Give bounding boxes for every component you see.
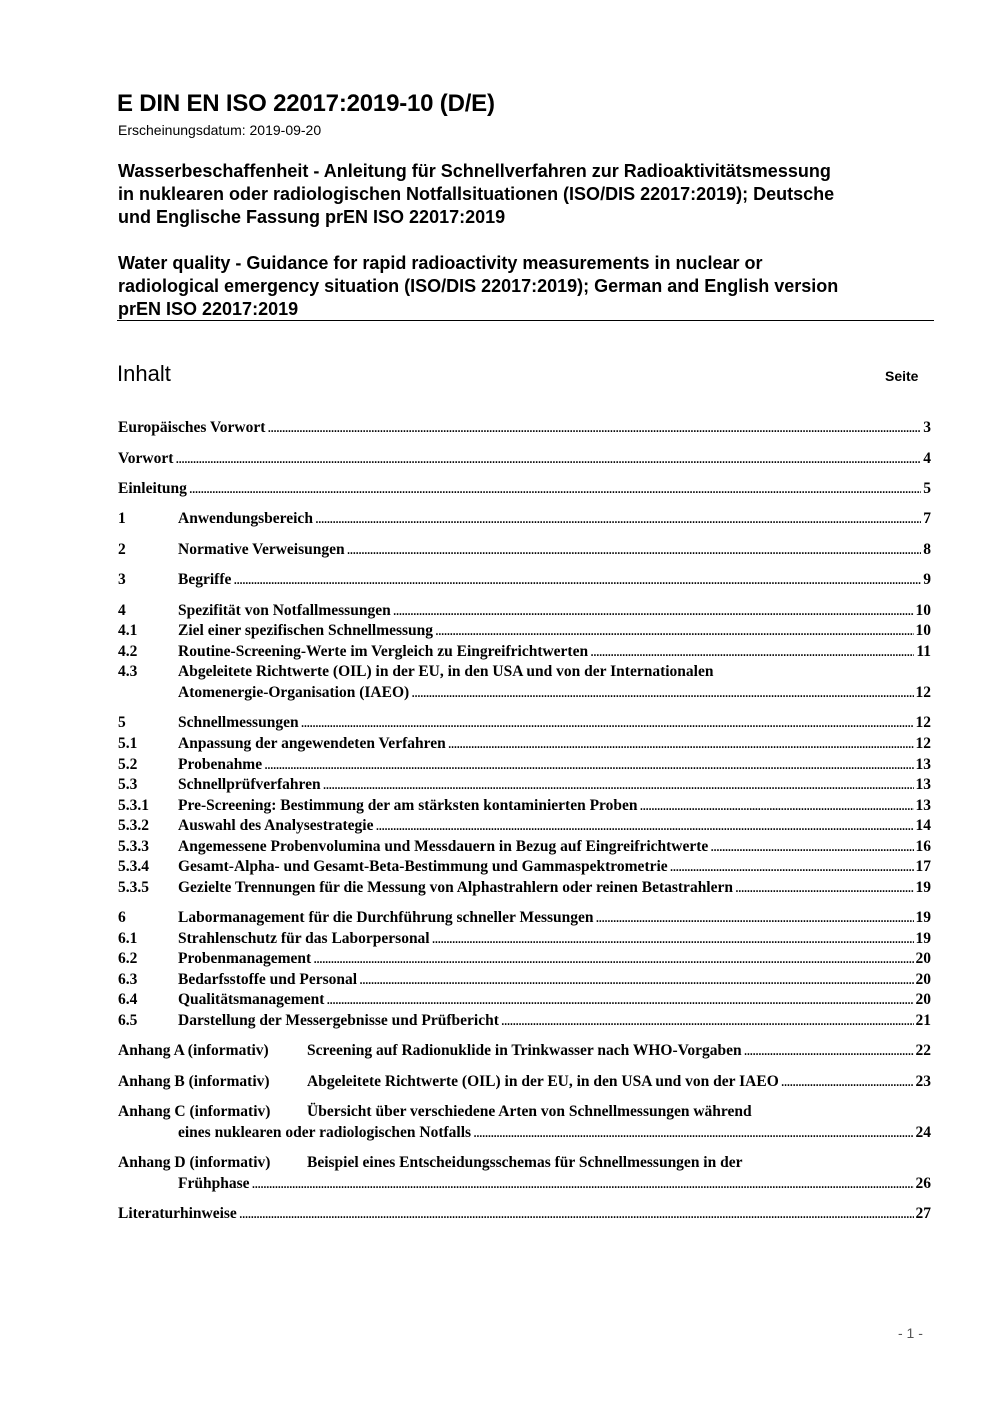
toc-entry-literaturhinweise[interactable]	[118, 1203, 931, 1224]
dot-leader	[264, 754, 913, 775]
dot-leader	[315, 508, 921, 529]
dot-leader	[744, 1040, 914, 1061]
toc-entry-title: eines nuklearen oder radiologischen Notfalls	[178, 1124, 472, 1141]
toc-entry-page: 10	[915, 622, 931, 639]
toc-entry-page: 20	[915, 991, 931, 1008]
toc-entry-number: 5.3.2	[118, 817, 149, 834]
toc-entry-section-4-3-continued[interactable]	[118, 682, 931, 703]
dot-leader	[252, 1173, 914, 1194]
toc-entry-page: 13	[915, 776, 931, 793]
toc-entry-page: 12	[915, 714, 931, 731]
toc-entry-title: Frühphase	[178, 1175, 250, 1192]
toc-entry-number: 6	[118, 909, 126, 926]
toc-entry-page: 12	[915, 684, 931, 701]
toc-entry-page: 20	[915, 971, 931, 988]
dot-leader	[267, 417, 921, 438]
toc-entry-title: Atomenergie-Organisation (IAEO)	[178, 684, 410, 701]
toc-entry-number: 6.2	[118, 950, 138, 967]
toc-entry-section-5-3-2[interactable]	[118, 815, 931, 836]
dot-leader	[359, 969, 913, 990]
toc-entry-title: Begriffe	[178, 571, 232, 588]
toc-entry-section-5-3-1[interactable]	[118, 795, 931, 816]
toc-entry-title: Schnellmessungen	[178, 714, 299, 731]
toc-entry-number: 6.3	[118, 971, 138, 988]
dot-leader	[239, 1203, 914, 1224]
toc-entry-title: Labormanagement für die Durchführung schneller Messungen	[178, 909, 594, 926]
dot-leader	[301, 712, 914, 733]
toc-entry-section-1[interactable]	[118, 508, 931, 529]
toc-entry-title: Einleitung	[118, 480, 187, 497]
toc-entry-page: 19	[915, 909, 931, 926]
toc-entry-number: 6.4	[118, 991, 138, 1008]
toc-entry-section-5-2[interactable]	[118, 754, 931, 775]
title-english	[118, 252, 938, 321]
toc-entry-vorwort[interactable]	[118, 448, 931, 469]
toc-entry-title: Schnellprüfverfahren	[178, 776, 321, 793]
toc-entry-page: 3	[923, 419, 931, 436]
toc-entry-section-6-4[interactable]	[118, 989, 931, 1010]
toc-entry-title: Vorwort	[118, 450, 174, 467]
toc-entry-annex-d[interactable]	[118, 1152, 931, 1173]
toc-entry-title: Anpassung der angewendeten Verfahren	[178, 735, 446, 752]
toc-entry-page: 17	[915, 858, 931, 875]
toc-entry-page: 24	[915, 1124, 931, 1141]
dot-leader	[781, 1071, 914, 1092]
dot-leader	[710, 836, 913, 857]
dot-leader	[501, 1010, 914, 1031]
dot-leader	[432, 928, 914, 949]
toc-entry-title-first-line: Übersicht über verschiedene Arten von Schnellmessungen während	[307, 1103, 752, 1120]
toc-entry-page: 10	[915, 602, 931, 619]
toc-entry-page: 4	[923, 450, 931, 467]
toc-entry-number: 4.1	[118, 622, 138, 639]
toc-entry-annex-b[interactable]	[118, 1071, 931, 1092]
toc-entry-page: 14	[915, 817, 931, 834]
toc-entry-number: 2	[118, 541, 126, 558]
toc-entry-page: 5	[923, 480, 931, 497]
toc-entry-section-5-3-3[interactable]	[118, 836, 931, 857]
toc-annex-label: Anhang A (informativ)	[118, 1042, 269, 1059]
toc-entry-number: 1	[118, 510, 126, 527]
toc-entry-section-5-3-4[interactable]	[118, 856, 931, 877]
toc-entry-title: Normative Verweisungen	[178, 541, 345, 558]
toc-entry-section-5[interactable]	[118, 712, 931, 733]
toc-entry-title: Literaturhinweise	[118, 1205, 237, 1222]
toc-entry-annex-c-continued[interactable]	[118, 1122, 931, 1143]
toc-entry-europaeisches-vorwort[interactable]	[118, 417, 931, 438]
title-english-line: prEN ISO 22017:2019	[118, 299, 299, 319]
toc-entry-page: 12	[915, 735, 931, 752]
toc-entry-number: 5.3.1	[118, 797, 149, 814]
dot-leader	[735, 877, 914, 898]
toc-entry-title: Probenahme	[178, 756, 263, 773]
title-german	[118, 160, 938, 229]
toc-entry-einleitung[interactable]	[118, 478, 931, 499]
toc-entry-page: 13	[915, 797, 931, 814]
toc-entry-number: 5.1	[118, 735, 138, 752]
toc-entry-page: 19	[915, 930, 931, 947]
toc-entry-page: 26	[915, 1175, 931, 1192]
toc-entry-page: 20	[915, 950, 931, 967]
toc-entry-page: 16	[915, 838, 931, 855]
dot-leader	[473, 1122, 913, 1143]
toc-entry-section-5-1[interactable]	[118, 733, 931, 754]
dot-leader	[670, 856, 914, 877]
toc-entry-section-4[interactable]	[118, 600, 931, 621]
toc-entry-page: 11	[916, 643, 931, 660]
document-id: E DIN EN ISO 22017:2019-10 (D/E)	[117, 90, 495, 117]
dot-leader	[347, 539, 922, 560]
toc-entry-number: 6.1	[118, 930, 138, 947]
toc-entry-annex-d-continued[interactable]	[118, 1173, 931, 1194]
title-german-line: in nuklearen oder radiologischen Notfallsituationen (ISO/DIS 22017:2019); Deutsche	[118, 184, 835, 204]
toc-entry-page: 7	[923, 510, 931, 527]
toc-entry-title: Abgeleitete Richtwerte (OIL) in der EU, in den USA und von der IAEO	[307, 1073, 779, 1090]
dot-leader	[435, 620, 913, 641]
toc-entry-title: Europäisches Vorwort	[118, 419, 266, 436]
dot-leader	[590, 641, 914, 662]
toc-entry-number: 5.3.5	[118, 879, 149, 896]
toc-entry-section-6-2[interactable]	[118, 948, 931, 969]
toc-entry-title: Anwendungsbereich	[178, 510, 313, 527]
title-divider	[117, 320, 934, 321]
toc-entry-number: 5.3.3	[118, 838, 149, 855]
toc-entry-number: 4.3	[118, 663, 138, 680]
dot-leader	[233, 569, 921, 590]
toc-entry-title-first-line: Abgeleitete Richtwerte (OIL) in der EU, in den USA und von der Internationalen	[178, 663, 714, 680]
toc-annex-label: Anhang D (informativ)	[118, 1154, 271, 1171]
dot-leader	[189, 478, 921, 499]
toc-entry-section-5-3[interactable]	[118, 774, 931, 795]
toc-entry-section-6-3[interactable]	[118, 969, 931, 990]
toc-entry-section-4-3[interactable]	[118, 661, 931, 682]
dot-leader	[596, 907, 914, 928]
toc-entry-number: 5.2	[118, 756, 138, 773]
toc-entry-page: 23	[915, 1073, 931, 1090]
toc-entry-page: 22	[915, 1042, 931, 1059]
toc-annex-label: Anhang B (informativ)	[118, 1073, 270, 1090]
toc-entry-title: Ziel einer spezifischen Schnellmessung	[178, 622, 434, 639]
toc-entry-number: 4.2	[118, 643, 138, 660]
toc-entry-title: Auswahl des Analysestrategie	[178, 817, 374, 834]
dot-leader	[640, 795, 914, 816]
page-number: - 1 -	[898, 1325, 923, 1341]
toc-entry-section-4-1[interactable]	[118, 620, 931, 641]
toc-entry-annex-c[interactable]	[118, 1101, 931, 1122]
toc-entry-title: Qualitätsmanagement	[178, 991, 325, 1008]
dot-leader	[323, 774, 914, 795]
toc-entry-number: 4	[118, 602, 126, 619]
toc-entry-section-6-1[interactable]	[118, 928, 931, 949]
toc-heading: Inhalt	[117, 361, 171, 386]
toc-entry-page: 9	[923, 571, 931, 588]
toc-entry-page: 8	[923, 541, 931, 558]
toc-entry-page: 19	[915, 879, 931, 896]
title-german-line: Wasserbeschaffenheit - Anleitung für Schnellverfahren zur Radioaktivitätsmessung	[118, 161, 831, 181]
dot-leader	[375, 815, 913, 836]
toc-entry-title: Gezielte Trennungen für die Messung von Alphastrahlern oder reinen Betastrahlern	[178, 879, 733, 896]
toc-entry-number: 3	[118, 571, 126, 588]
toc-entry-title: Screening auf Radionuklide in Trinkwasser nach WHO-Vorgaben	[307, 1042, 742, 1059]
toc-entry-number: 5.3	[118, 776, 138, 793]
dot-leader	[326, 989, 913, 1010]
dot-leader	[175, 448, 921, 469]
title-english-line: Water quality - Guidance for rapid radioactivity measurements in nuclear or	[118, 253, 763, 273]
toc-entry-title: Gesamt-Alpha- und Gesamt-Beta-Bestimmung und Gammaspektrometrie	[178, 858, 668, 875]
toc-entry-section-3[interactable]	[118, 569, 931, 590]
toc-entry-number: 5.3.4	[118, 858, 149, 875]
title-english-line: radiological emergency situation (ISO/DIS 22017:2019); German and English version	[118, 276, 839, 296]
toc-entry-annex-a[interactable]	[118, 1040, 931, 1061]
toc-entry-title: Strahlenschutz für das Laborpersonal	[178, 930, 430, 947]
title-german-line: und Englische Fassung prEN ISO 22017:2019	[118, 207, 506, 227]
toc-entry-number: 6.5	[118, 1012, 138, 1029]
toc-entry-title: Spezifität von Notfallmessungen	[178, 602, 391, 619]
toc-entry-title: Darstellung der Messergebnisse und Prüfbericht	[178, 1012, 499, 1029]
toc-entry-title-first-line: Beispiel eines Entscheidungsschemas für Schnellmessungen in der	[307, 1154, 743, 1171]
dot-leader	[411, 682, 913, 703]
toc-entry-title: Routine-Screening-Werte im Vergleich zu Eingreifrichtwerten	[178, 643, 589, 660]
toc-entry-number: 5	[118, 714, 126, 731]
toc-entry-section-2[interactable]	[118, 539, 931, 560]
toc-entry-page: 21	[915, 1012, 931, 1029]
toc-entry-section-6-5[interactable]	[118, 1010, 931, 1031]
dot-leader	[393, 600, 914, 621]
toc-entry-title: Probenmanagement	[178, 950, 312, 967]
toc-entry-title: Pre-Screening: Bestimmung der am stärksten kontaminierten Proben	[178, 797, 638, 814]
dot-leader	[448, 733, 914, 754]
toc-entry-section-6[interactable]	[118, 907, 931, 928]
toc-entry-section-4-2[interactable]	[118, 641, 931, 662]
dot-leader	[313, 948, 913, 969]
toc-entry-section-5-3-5[interactable]	[118, 877, 931, 898]
toc-entry-title: Angemessene Probenvolumina und Messdauern in Bezug auf Eingreifrichtwerte	[178, 838, 709, 855]
publication-date: Erscheinungsdatum: 2019-09-20	[118, 122, 322, 138]
toc-entry-title: Bedarfsstoffe und Personal	[178, 971, 358, 988]
toc-entry-page: 27	[915, 1205, 931, 1222]
toc-entry-page: 13	[915, 756, 931, 773]
toc-page-column-label: Seite	[885, 368, 919, 384]
toc-annex-label: Anhang C (informativ)	[118, 1103, 271, 1120]
